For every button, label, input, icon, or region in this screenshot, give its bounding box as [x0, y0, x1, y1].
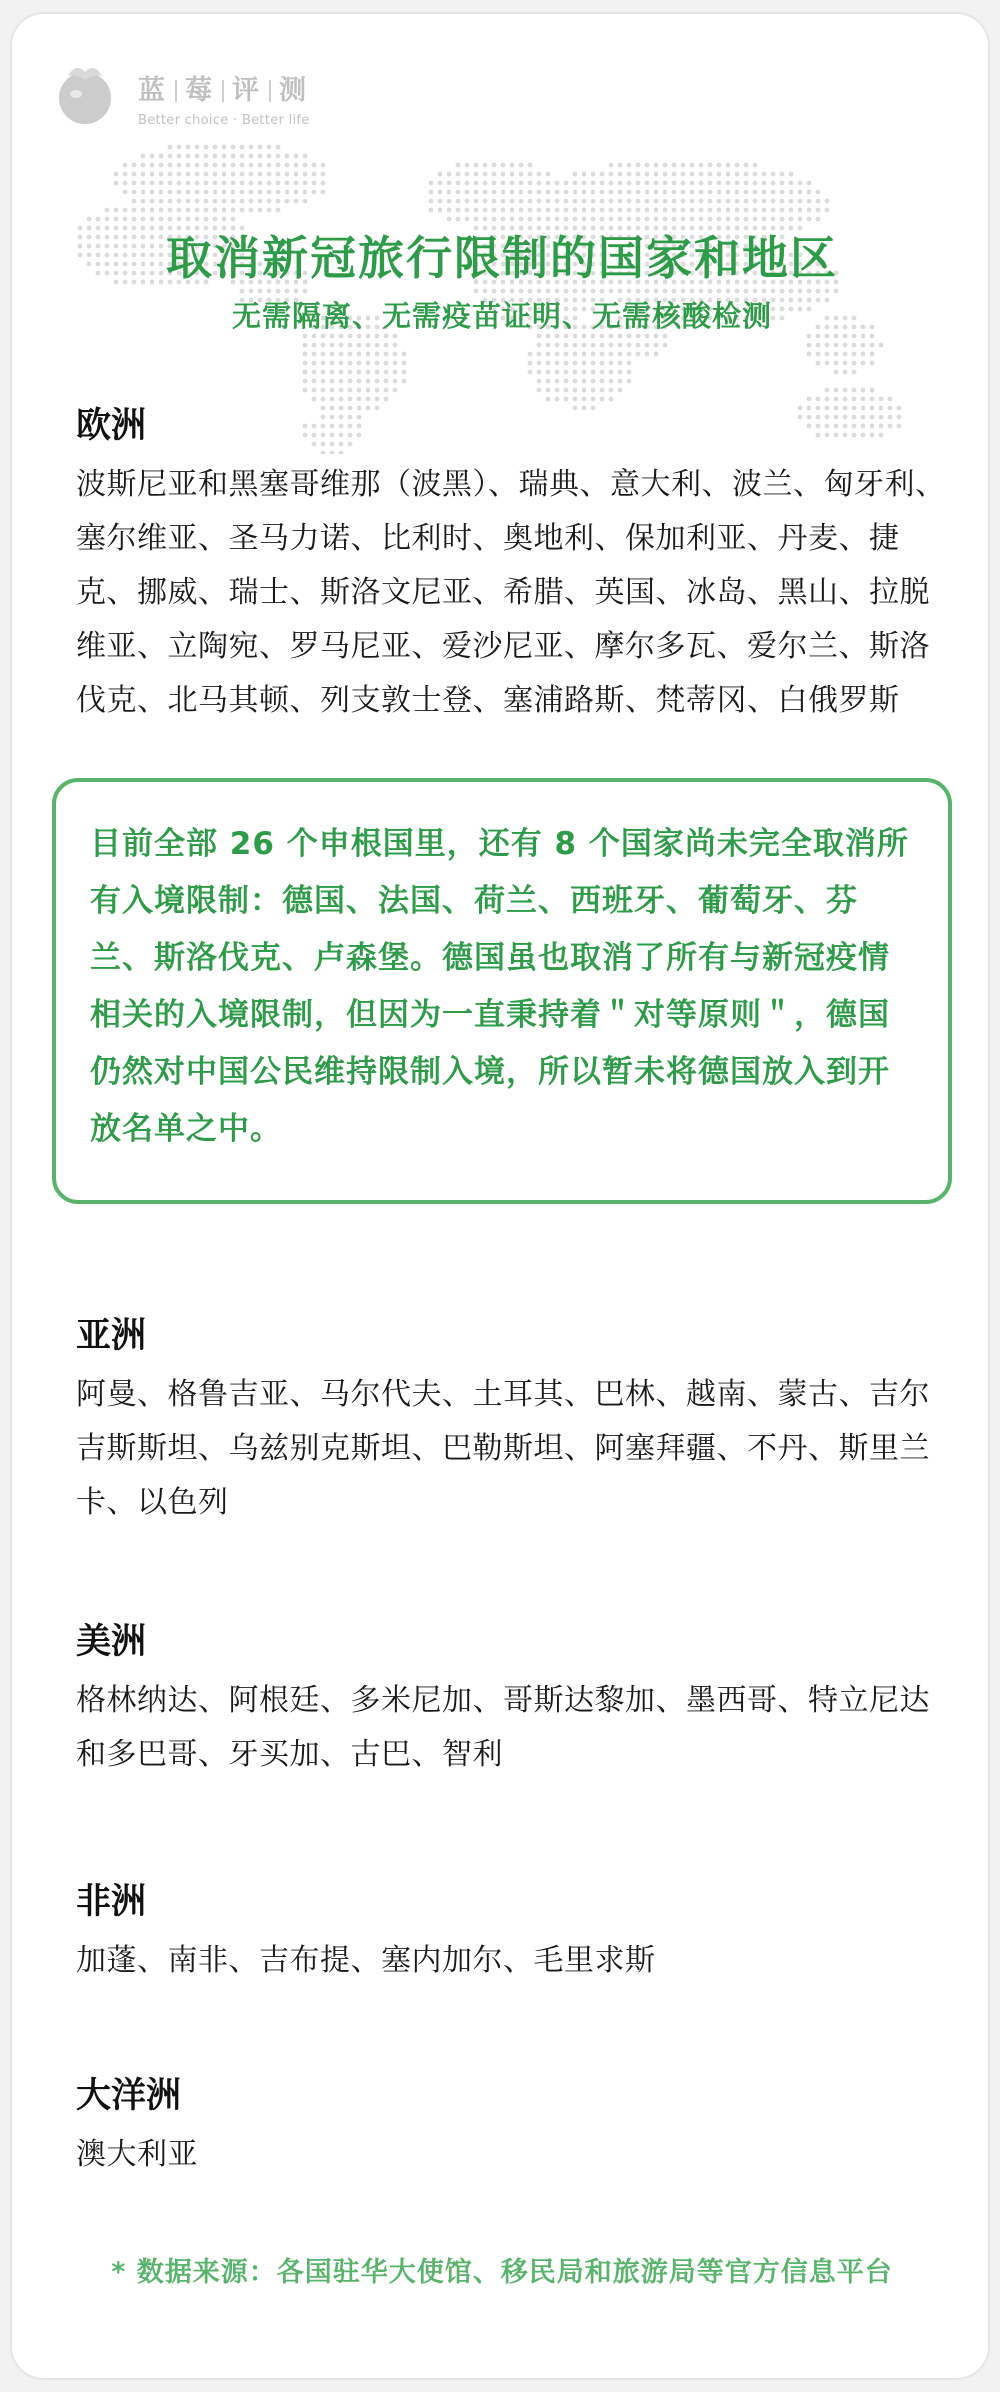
brand-name: [138, 68, 310, 107]
brand-char: 评: [232, 75, 261, 106]
section-asia: [76, 1308, 956, 1530]
section-heading: 非洲: [76, 1882, 147, 1922]
page-subtitle: 无需隔离、无需疫苗证明、无需核酸检测: [231, 299, 772, 333]
blueberry-logo-icon: [48, 54, 122, 128]
infographic-card: [10, 12, 990, 2380]
country-list: 阿曼、格鲁吉亚、马尔代夫、土耳其、巴林、越南、蒙古、吉尔吉斯斯坦、乌兹别克斯坦、巴勒斯坦、阿塞拜疆、不丹、斯里兰卡、以色列: [76, 1377, 930, 1520]
data-source-note: * 数据来源：各国驻华大使馆、移民局和旅游局等官方信息平台: [111, 2257, 893, 2288]
brand-char: 莓: [185, 75, 214, 106]
section-oceania: [76, 2068, 956, 2182]
country-list: 加蓬、南非、吉布提、塞内加尔、毛里求斯: [76, 1943, 656, 1978]
section-americas: [76, 1614, 956, 1782]
section-heading: 大洋洲: [76, 2076, 182, 2116]
brand-char: 测: [279, 75, 308, 106]
page-title: 取消新冠旅行限制的国家和地区: [166, 231, 838, 285]
country-list: 澳大利亚: [76, 2137, 198, 2172]
schengen-notice-box: [52, 778, 952, 1204]
section-europe: [76, 398, 956, 728]
section-africa: [76, 1874, 956, 1988]
brand-char: 蓝: [138, 75, 167, 106]
notice-text: 目前全部 26 个申根国里，还有 8 个国家尚未完全取消所有入境限制：德国、法国、荷兰、西班牙、葡萄牙、芬兰、斯洛伐克、卢森堡。德国虽也取消了所有与新冠疫情相关的入境限制，但因为一直秉持着＂对等原则＂，德国仍然对中国公民维持限制入境，所以暂未将德国放入到开放名单之中。: [90, 826, 909, 1147]
brand-logo: [48, 54, 310, 128]
section-heading: 亚洲: [76, 1316, 147, 1356]
section-heading: 美洲: [76, 1622, 147, 1662]
country-list: 波斯尼亚和黑塞哥维那（波黑）、瑞典、意大利、波兰、匈牙利、塞尔维亚、圣马力诺、比利时、奥地利、保加利亚、丹麦、捷克、挪威、瑞士、斯洛文尼亚、希腊、英国、冰岛、黑山、拉脱维亚、立陶宛、罗马尼亚、爱沙尼亚、摩尔多瓦、爱尔兰、斯洛伐克、北马其顿、列支敦士登、塞浦路斯、梵蒂冈、白俄罗斯: [76, 467, 946, 718]
section-heading: 欧洲: [76, 406, 147, 446]
brand-slogan: Better choice · Better life: [138, 113, 310, 128]
country-list: 格林纳达、阿根廷、多米尼加、哥斯达黎加、墨西哥、特立尼达和多巴哥、牙买加、古巴、智利: [76, 1683, 930, 1772]
